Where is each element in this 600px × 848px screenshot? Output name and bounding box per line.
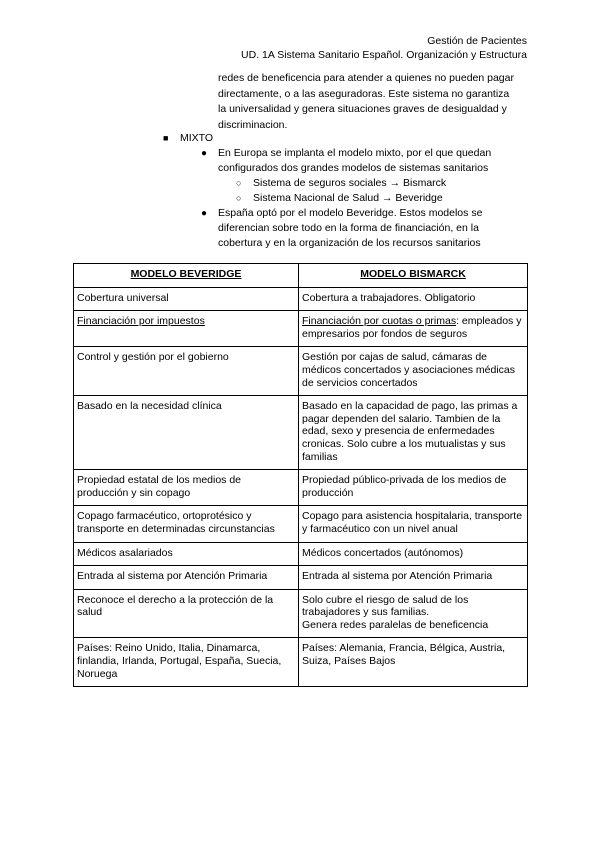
comparison-table — [73, 263, 528, 687]
cell-beveridge: Basado en la necesidad clínica — [74, 396, 299, 470]
mixto-bullet-1: En Europa se implanta el modelo mixto, por el que quedan configurados dos grandes modelos de sistemas sanitarios — [218, 147, 492, 174]
cell-beveridge: Cobertura universal — [74, 287, 299, 311]
circle-bullet-icon: ○ — [236, 193, 242, 203]
cell-bismarck: Propiedad público-privada de los medios de producción — [299, 470, 528, 506]
mixto-list — [200, 146, 520, 251]
table-row — [74, 589, 528, 638]
mixto-bullet-2: España optó por el modelo Beveridge. Estos modelos se diferencian sobre todo en la forma de financiación, en la cobertura y en la organización de los recursos sanitarios — [218, 207, 483, 249]
table-row — [74, 287, 528, 311]
cell-beveridge: Copago farmacéutico, ortoprotésico y transporte en determinadas circunstancias — [74, 506, 299, 542]
cell-beveridge: Médicos asalariados — [74, 542, 299, 566]
cell-underlined-text: Financiación por cuotas o primas — [302, 315, 457, 328]
table-row — [74, 311, 528, 347]
cell-bismarck: Países: Alemania, Francia, Bélgica, Austria, Suiza, Países Bajos — [299, 638, 528, 687]
table-header-row — [74, 264, 528, 288]
list-item — [218, 191, 520, 206]
cell-bismarck: Copago para asistencia hospitalaria, transporte y farmacéutico con un nivel anual — [299, 506, 528, 542]
intro-paragraph: redes de beneficencia para atender a quienes no pueden pagar directamente, o a las aseguradoras. Este sistema no garantiza la universalidad y genera situaciones graves de desigualdad y discriminacion. — [218, 72, 514, 131]
mixto-label: MIXTO — [180, 132, 214, 144]
cell-text: : empleados y empresarios por fondos de seguros — [302, 315, 522, 340]
cell-beveridge: Entrada al sistema por Atención Primaria — [74, 566, 299, 590]
cell-bismarck — [299, 311, 528, 347]
cell-bismarck: Cobertura a trabajadores. Obligatorio — [299, 287, 528, 311]
list-item — [218, 176, 520, 191]
list-item — [200, 206, 520, 251]
cell-bismarck: Basado en la capacidad de pago, las primas a pagar dependen del salario. Tambien de la edad, sexo y presencia de enfermedades cronicas. Solo cubre a los mutualistas y sus familias — [299, 396, 528, 470]
cell-bismarck: Médicos concertados (autónomos) — [299, 542, 528, 566]
cell-text: Solo cubre el riesgo de salud de los trabajadores y sus familias. — [302, 593, 469, 619]
cell-beveridge — [74, 311, 299, 347]
mixto-heading — [163, 131, 213, 146]
table-row — [74, 506, 528, 542]
cell-underlined-text: Financiación por impuestos — [77, 315, 205, 328]
header-title: Gestión de Pacientes — [427, 35, 527, 47]
mixto-sub-1: Sistema de seguros sociales → Bismarck — [253, 177, 447, 189]
page-header — [241, 35, 527, 62]
cell-beveridge: Países: Reino Unido, Italia, Dinamarca, finlandia, Irlanda, Portugal, España, Suecia, Noruega — [74, 638, 299, 687]
cell-bismarck: Entrada al sistema por Atención Primaria — [299, 566, 528, 590]
table-row — [74, 347, 528, 396]
table-row — [74, 566, 528, 590]
table-row — [74, 638, 528, 687]
cell-bismarck — [299, 589, 528, 638]
header-beveridge: MODELO BEVERIDGE — [74, 264, 299, 288]
square-bullet-icon: ■ — [163, 133, 169, 143]
cell-beveridge: Reconoce el derecho a la protección de la salud — [74, 589, 299, 638]
cell-beveridge: Control y gestión por el gobierno — [74, 347, 299, 396]
cell-text: Genera redes paralelas de beneficencia — [302, 618, 489, 631]
circle-bullet-icon: ○ — [236, 178, 242, 188]
list-item — [200, 146, 520, 206]
table-row — [74, 542, 528, 566]
header-subtitle: UD. 1A Sistema Sanitario Español. Organización y Estructura — [241, 48, 527, 61]
table-row — [74, 396, 528, 470]
bullet-dot-icon: ● — [201, 208, 208, 219]
header-bismarck: MODELO BISMARCK — [299, 264, 528, 288]
cell-bismarck: Gestión por cajas de salud, cámaras de médicos concertados y asociaciones médicas de servicios concertados — [299, 347, 528, 396]
mixto-sub-2: Sistema Nacional de Salud → Beveridge — [253, 192, 443, 204]
cell-beveridge: Propiedad estatal de los medios de producción y sin copago — [74, 470, 299, 506]
table-row — [74, 470, 528, 506]
bullet-dot-icon: ● — [201, 148, 208, 159]
mixto-sublist — [218, 176, 520, 206]
